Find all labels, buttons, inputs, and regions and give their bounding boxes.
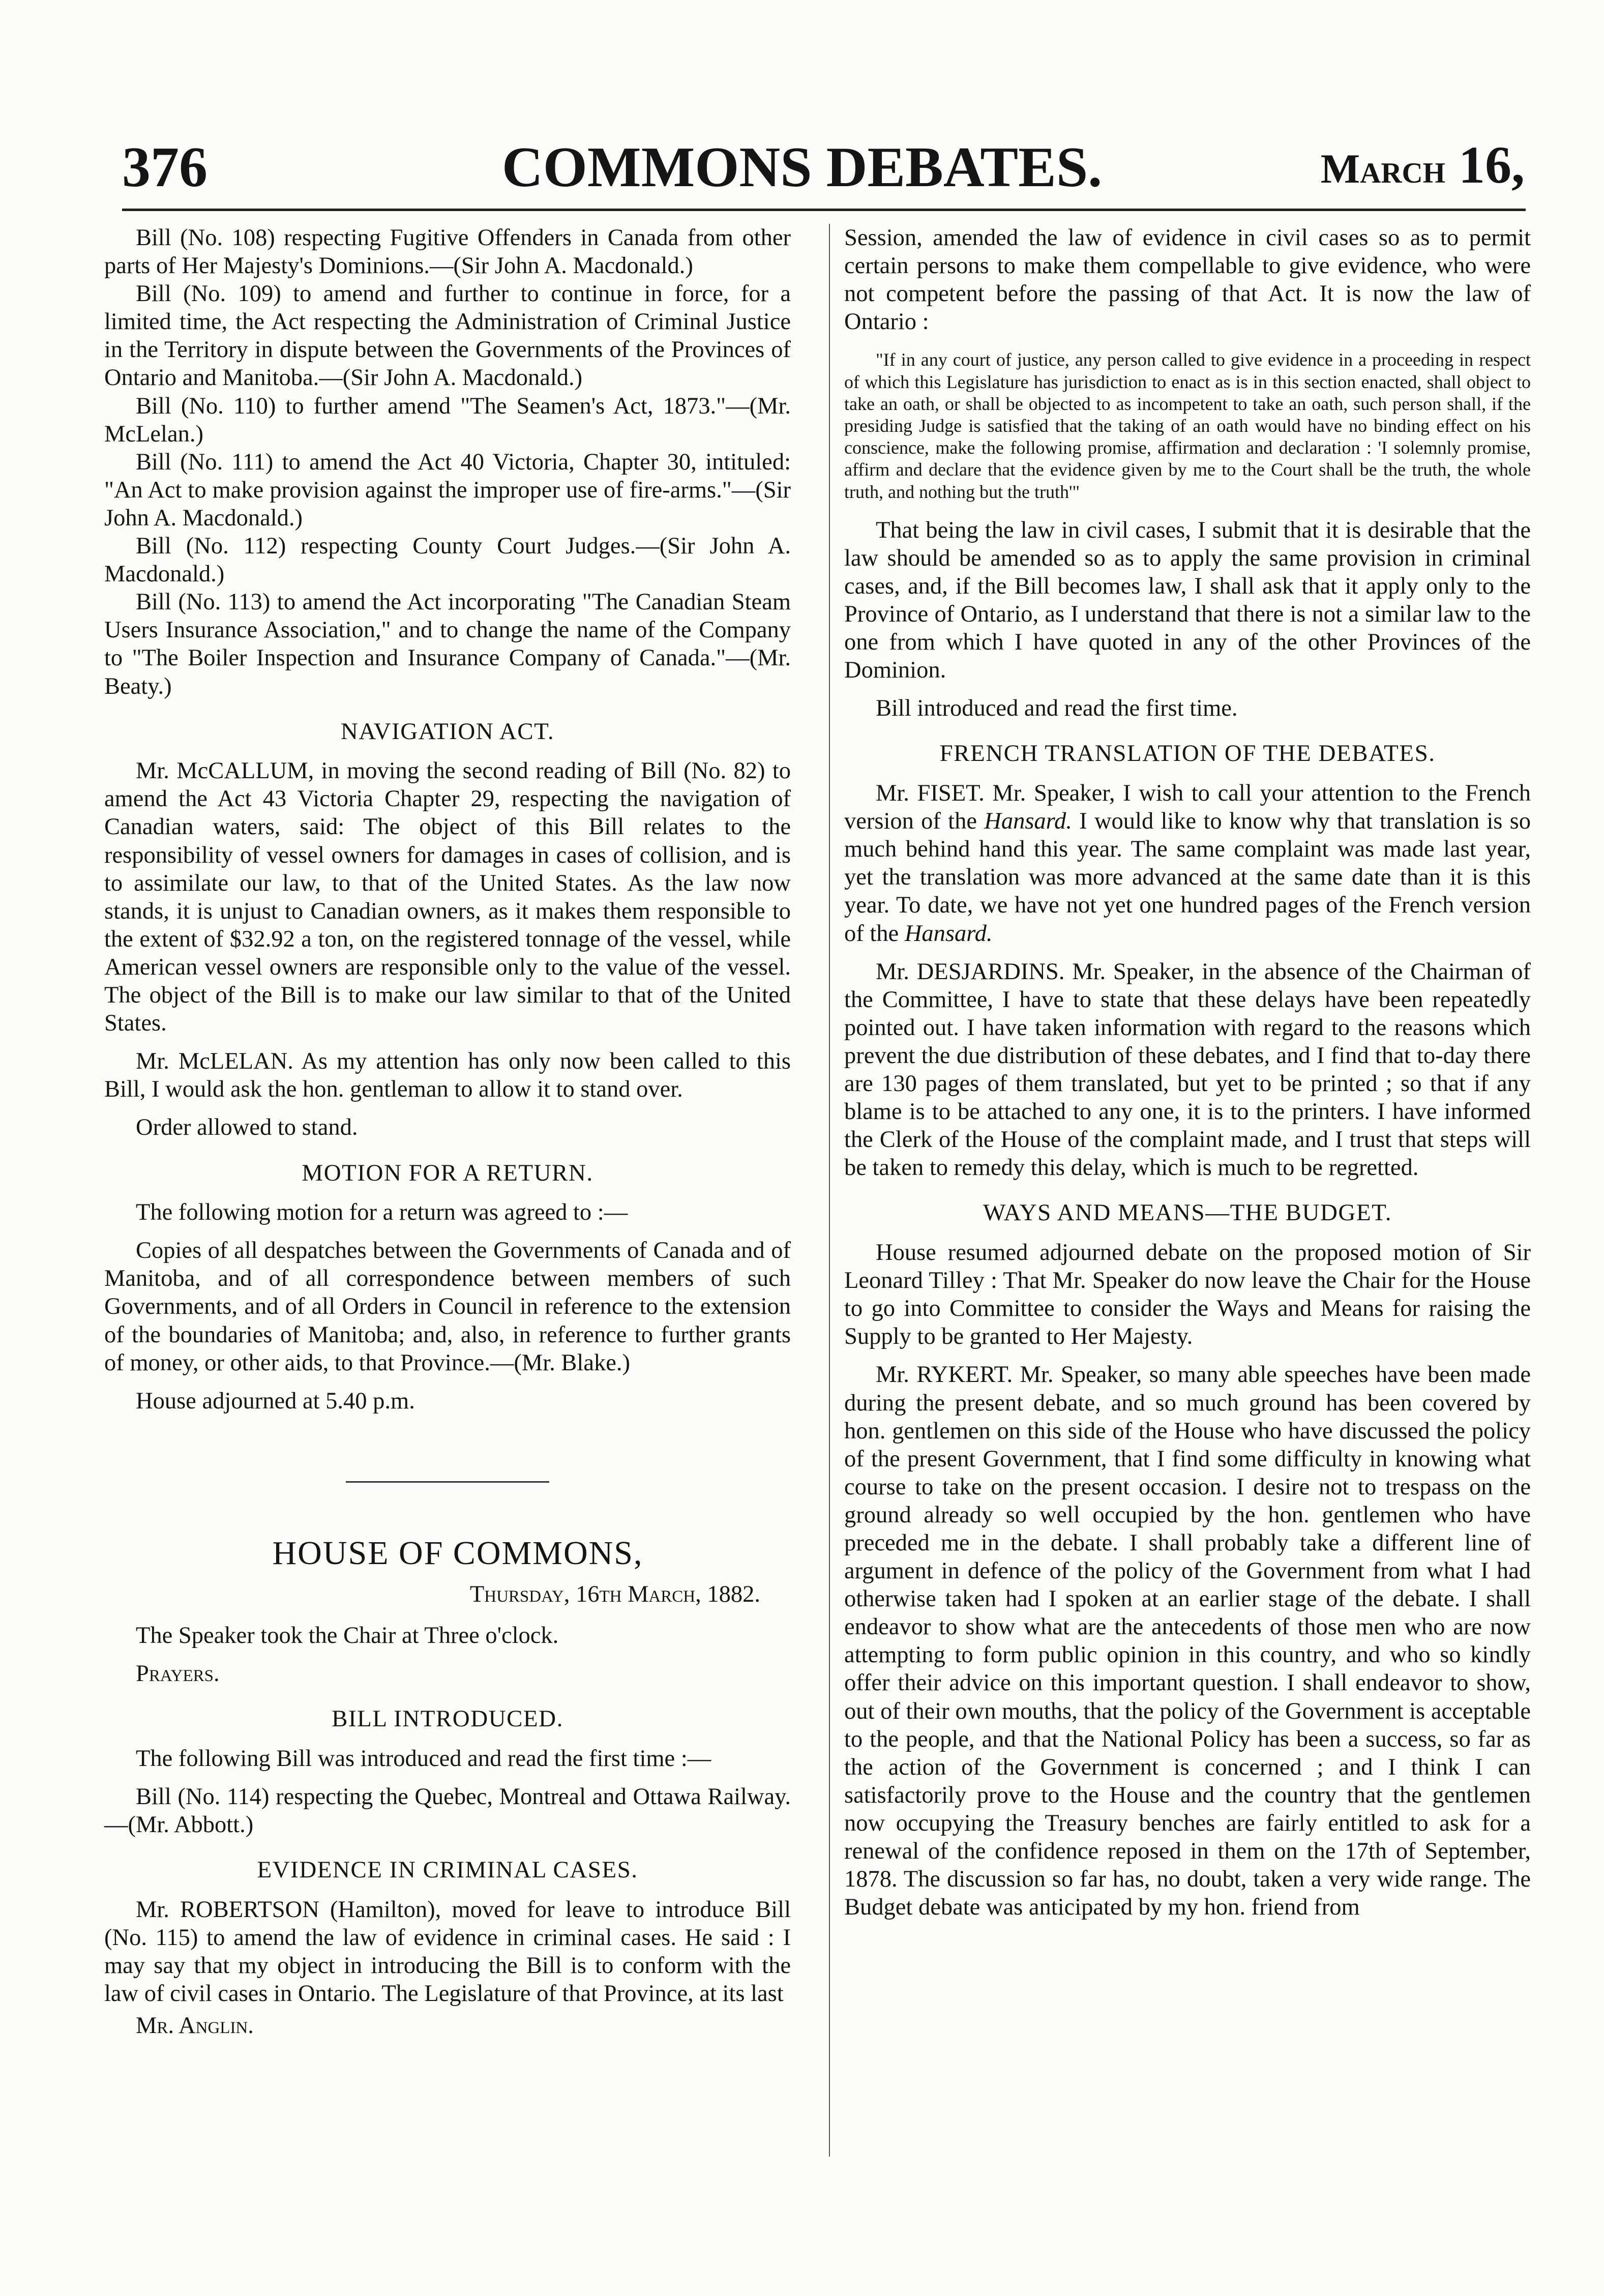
bill-110: Bill (No. 110) to further amend "The Seamen's Act, 1873."—(Mr. McLelan.): [104, 393, 791, 447]
section-heading-navigation: NAVIGATION ACT.: [340, 718, 555, 745]
adjourned-line: House adjourned at 5.40 p.m.: [136, 1388, 415, 1414]
budget-motion-paragraph: House resumed adjourned debate on the proposed motion of Sir Leonard Tilley : That Mr. Speaker do now leave the Chair for the House to go into Committee to consider the Ways and Means for raising the Supply to be granted to Her Majesty.: [844, 1240, 1531, 1350]
section-heading-evidence: EVIDENCE IN CRIMINAL CASES.: [257, 1857, 638, 1883]
section-heading-motion: MOTION FOR A RETURN.: [302, 1159, 593, 1186]
hansard-title-2: Hansard.: [904, 920, 993, 947]
column-divider: [829, 224, 830, 2157]
civil-cases-paragraph: That being the law in civil cases, I submit that it is desirable that the law should be amended so as to apply the same provision in criminal cases, and, if the Bill becomes law, I shall ask that it apply only to the Province of Ontario, as I understand that there is not a similar law to the one from which I have quoted in any of the other Provinces of the Dominion.: [844, 517, 1531, 684]
page-header: [0, 135, 1604, 206]
mclelan-paragraph: Mr. McLELAN. As my attention has only now been called to this Bill, I would ask the hon. gentleman to allow it to stand over.: [104, 1048, 791, 1103]
fiset-text-2: I would like to know why that translation is so much behind hand this year. The same complaint was made last year, yet the translation was more advanced at the same date than it is this year. To date, we have not yet one hundred pages of the French version of the: [844, 808, 1531, 947]
motion-text: Copies of all despatches between the Governments of Canada and of Manitoba, and of all correspondence between members of such Governments, and of all Orders in Council in reference to the extension of the boundaries of Manitoba; and, also, in reference to further grants of money, or other aids, to that Province.—(Mr. Blake.): [104, 1238, 791, 1376]
right-column: [844, 224, 1531, 1921]
header-date: [1321, 135, 1525, 195]
header-month: March: [1320, 145, 1445, 192]
sitting-date: Thursday, 16th March, 1882.: [469, 1581, 760, 1608]
bill-114: Bill (No. 114) respecting the Quebec, Montreal and Ottawa Railway.—(Mr. Abbott.): [104, 1784, 791, 1838]
motion-intro: The following motion for a return was agreed to :—: [136, 1199, 628, 1226]
desjardins-paragraph: Mr. DESJARDINS. Mr. Speaker, in the absence of the Chairman of the Committee, I have to state that these delays have been repeatedly pointed out. I have taken information with regard to the reasons which prevent the due distribution of these debates, and I find that to-day there are 130 pages of them translated, but yet to be printed ; so that if any blame is to be attached to any one, it is to the printers. I have informed the Clerk of the House of the complaint made, and I trust that steps will be taken to remedy this delay, which is much to be regretted.: [844, 958, 1531, 1181]
bill-read-line: Bill introduced and read the first time.: [876, 695, 1238, 722]
header-rule: [122, 209, 1526, 211]
header-day: 16,: [1459, 136, 1525, 194]
bill-108: Bill (No. 108) respecting Fugitive Offenders in Canada from other parts of Her Majesty's Dominions.—(Sir John A. Macdonald.): [104, 225, 791, 279]
hansard-title-1: Hansard.: [984, 808, 1072, 835]
left-column: [104, 224, 791, 2040]
bill-113: Bill (No. 113) to amend the Act incorporating "The Canadian Steam Users Insurance Association," and to change the name of the Company to "The Boiler Inspection and Insurance Company of Canada."—(Mr. Beaty.): [104, 589, 791, 699]
page-number: 376: [122, 136, 207, 199]
fiset-paragraph: [844, 779, 1531, 948]
bill-intro-line: The following Bill was introduced and read the first time :—: [136, 1746, 711, 1772]
bill-112: Bill (No. 112) respecting County Court Judges.—(Sir John A. Macdonald.): [104, 533, 791, 587]
prayers-line: Prayers.: [136, 1661, 220, 1687]
house-of-commons-heading: HOUSE OF COMMONS,: [272, 1534, 643, 1572]
bill-109: Bill (No. 109) to amend and further to continue in force, for a limited time, the Act respecting the Administration of Criminal Justice in the Territory in dispute between the Governments of the Provinces of Ontario and Manitoba.—(Sir John A. Macdonald.): [104, 281, 791, 391]
order-paragraph: Order allowed to stand.: [136, 1114, 358, 1141]
navigation-paragraph: Mr. McCALLUM, in moving the second reading of Bill (No. 82) to amend the Act 43 Victoria Chapter 29, respecting the navigation of Canadian waters, said: The object of this Bill relates to the responsibility of vessel owners for damages in cases of collision, and is to assimilate our law, to that of the United States. As the law now stands, it is unjust to Canadian owners, as it makes them responsible to the extent of $32.92 a ton, on the registered tonnage of the vessel, while American vessel owners are responsible only to the value of the vessel. The object of the Bill is to make our law similar to that of the United States.: [104, 758, 791, 1037]
speaker-line: The Speaker took the Chair at Three o'clock.: [136, 1623, 559, 1649]
ontario-law-quote: "If in any court of justice, any person called to give evidence in a proceeding in respect of which this Legislature has jurisdiction to enact as is in this section enacted, shall object to take an oath, or shall be objected to as incompetent to take an oath, such person shall, if the presiding Judge is satisfied that the taking of an oath would have no binding effect on his conscience, make the following promise, affirmation and declaration : 'I solemnly promise, affirm and declare that the evidence given by me to the Court shall be the truth, the whole truth, and nothing but the truth'": [844, 349, 1531, 502]
page-footer-name: Mr. Anglin.: [136, 2013, 254, 2039]
publication-title: COMMONS DEBATES.: [501, 136, 1103, 199]
section-separator: [346, 1481, 549, 1483]
fiset-text-1: Mr. FISET. Mr. Speaker, I wish to call your attention to the French version of the: [844, 780, 1531, 835]
section-heading-french: FRENCH TRANSLATION OF THE DEBATES.: [939, 740, 1436, 767]
section-heading-ways-means: WAYS AND MEANS—THE BUDGET.: [983, 1199, 1392, 1226]
section-heading-bill-introduced: BILL INTRODUCED.: [332, 1705, 563, 1732]
rykert-paragraph: Mr. RYKERT. Mr. Speaker, so many able speeches have been made during the present debate, and so much ground has been covered by hon. gentlemen on this side of the House who have discussed the policy of the present Government, that I find some difficulty in knowing what course to take on the present occasion. I desire not to trespass on the ground already so well occupied by the hon. gentlemen who have preceded me in the debate. I shall probably take a different line of argument in defence of the policy of the Government from what I had otherwise taken had I spoken at an earlier stage of the debate. I shall endeavor to show what are the antecedents of those men who are now attempting to form public opinion in this country, and who so kindly offer their advice on this important question. I shall endeavor to show, out of their own mouths, that the policy of the Government is acceptable to the people, and that the National Policy has been a success, so far as the action of the Government is concerned ; and I think I can satisfactorily prove to the House and the country that the gentlemen now occupying the Treasury benches are fairly entitled to ask for a renewal of the confidence reposed in them on the 17th of September, 1878. The discussion so far has, no doubt, taken a very wide range. The Budget debate was anticipated by my hon. friend from: [844, 1362, 1531, 1921]
session-paragraph: Session, amended the law of evidence in civil cases so as to permit certain persons to make them compellable to give evidence, who were not competent before the passing of that Act. It is now the law of Ontario :: [844, 225, 1531, 335]
robertson-paragraph: Mr. ROBERTSON (Hamilton), moved for leave to introduce Bill (No. 115) to amend the law of evidence in criminal cases. He said : I may say that my object in introducing the Bill is to conform with the law of civil cases in Ontario. The Legislature of that Province, at its last: [104, 1896, 791, 2007]
bill-111: Bill (No. 111) to amend the Act 40 Victoria, Chapter 30, intituled: "An Act to make provision against the improper use of fire-arms."—(Sir John A. Macdonald.): [104, 449, 791, 531]
